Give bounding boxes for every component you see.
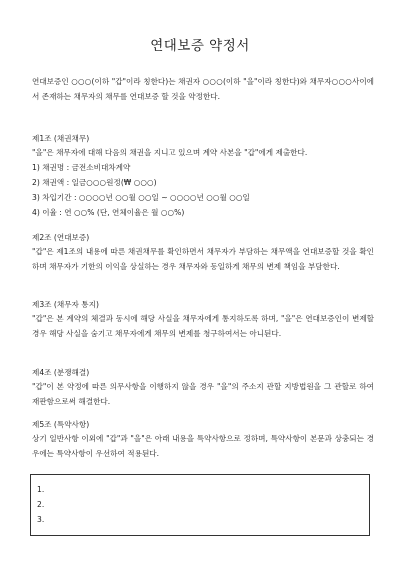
special-term-3: 3. — [37, 515, 45, 524]
article-1-item-4: 4) 이율 : 연 ○○% (단, 연체이율은 월 ○○%) — [32, 208, 185, 217]
article-3-heading: 제3조 (채무자 통지) — [32, 300, 99, 309]
special-term-1: 1. — [37, 485, 45, 494]
article-1-item-3: 3) 차입기간 : ○○○○년 ○○월 ○○일 ~ ○○○○년 ○○월 ○○일 — [32, 193, 250, 202]
article-2-body: "갑"은 제1조의 내용에 따른 채권채무를 확인하면서 채무자가 부담하는 채무액을 연대보증할 것을 확인하며 채무자가 기한의 이익을 상실하는 경우 채무자와 동일하게 채무의 변제 책임을 부담한다. — [32, 247, 374, 271]
article-3-body: "갑"은 본 계약의 체결과 동시에 해당 사실을 채무자에게 통지하도록 하며, "을"은 연대보증인이 변제할 경우 해당 사실을 숨기고 채무자에게 채무의 변제를 청구하여서는 아니된다. — [32, 314, 374, 338]
article-1-lead: "을"은 채무자에 대해 다음의 채권을 지니고 있으며 계약 사본을 "갑"에게 제출한다. — [32, 148, 308, 157]
article-5-heading: 제5조 (특약사항) — [32, 420, 90, 429]
article-1-heading: 제1조 (채권채무) — [32, 134, 90, 143]
intro-paragraph: 연대보증인 ○○○(이하 "갑"이라 칭한다)는 채권자 ○○○(이하 "을"이라 칭한다)와 채무자○○○사이에서 존재하는 채무자의 채무를 연대보증 할 것을 약정한다. — [32, 77, 374, 101]
article-5-body: 상기 일반사항 이외에 "갑"과 "을"은 아래 내용을 특약사항으로 정하며, 특약사항이 본문과 상충되는 경우에는 특약사항이 우선하여 적용된다. — [32, 434, 374, 458]
special-terms-box — [30, 474, 370, 536]
article-1-item-1: 1) 채권명 : 금전소비대차계약 — [32, 163, 131, 172]
special-term-2: 2. — [37, 500, 45, 509]
article-4-body: "갑"이 본 약정에 따른 의무사항을 이행하지 않을 경우 "을"의 주소지 관할 지방법원을 그 관할로 하여 재판함으로써 해결한다. — [32, 382, 374, 406]
article-2-heading: 제2조 (연대보증) — [32, 233, 90, 242]
document-title: 연대보증 약정서 — [150, 38, 250, 54]
article-4-heading: 제4조 (분쟁해결) — [32, 368, 90, 377]
article-1-item-2: 2) 채권액 : 일금○○○원정(₩ ○○○) — [32, 178, 157, 187]
